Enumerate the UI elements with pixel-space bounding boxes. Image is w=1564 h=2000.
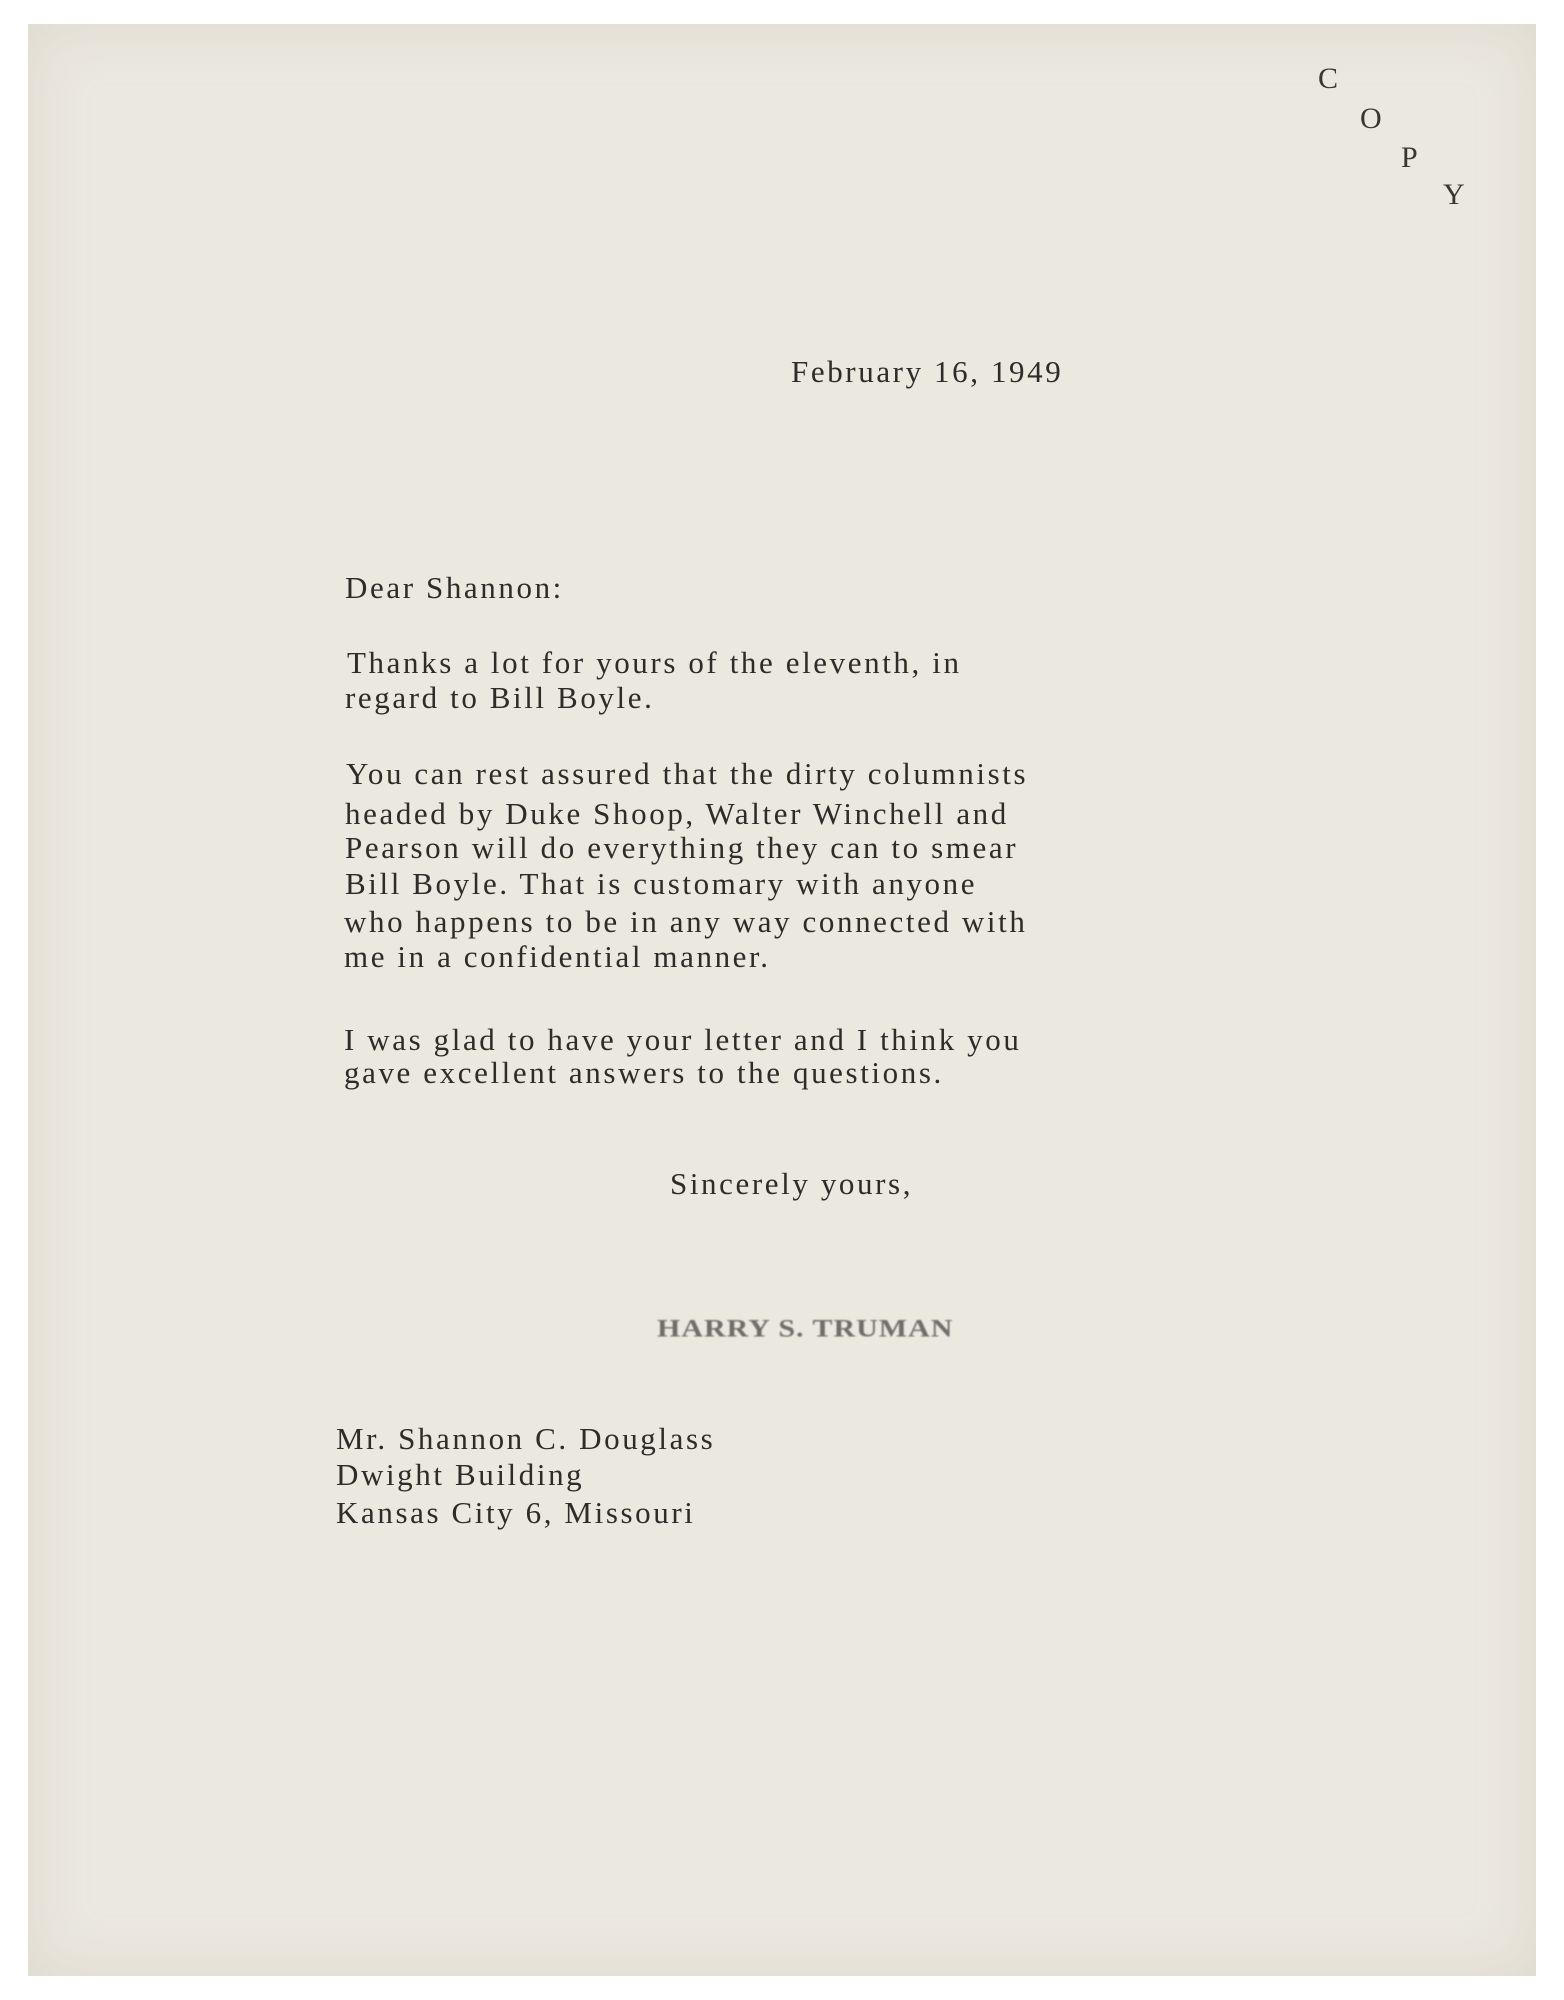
body-line: Thanks a lot for yours of the eleventh, in [347, 645, 962, 680]
closing: Sincerely yours, [670, 1166, 914, 1201]
copy-mark-y: Y [1443, 178, 1465, 211]
address-line: Kansas City 6, Missouri [336, 1495, 696, 1530]
body-line: headed by Duke Shoop, Walter Winchell and [345, 796, 1009, 831]
body-line: I was glad to have your letter and I think you [344, 1022, 1022, 1057]
letter-page [28, 24, 1536, 1976]
body-line: who happens to be in any way connected with [344, 904, 1028, 939]
body-line: Pearson will do everything they can to smear [345, 830, 1019, 865]
letter-date: February 16, 1949 [791, 354, 1064, 389]
body-line: regard to Bill Boyle. [345, 680, 655, 715]
body-line: Bill Boyle. That is customary with anyone [345, 866, 978, 901]
copy-mark-o: O [1360, 102, 1382, 135]
address-line: Dwight Building [336, 1457, 585, 1492]
address-line: Mr. Shannon C. Douglass [336, 1421, 716, 1456]
copy-mark-p: P [1401, 141, 1418, 174]
copy-mark-c: C [1318, 62, 1339, 95]
body-line: You can rest assured that the dirty columnists [346, 756, 1029, 791]
body-line: gave excellent answers to the questions. [344, 1055, 944, 1090]
body-line: me in a confidential manner. [344, 939, 771, 974]
salutation: Dear Shannon: [345, 570, 564, 605]
signature-stamp: HARRY S. TRUMAN [657, 1314, 954, 1343]
